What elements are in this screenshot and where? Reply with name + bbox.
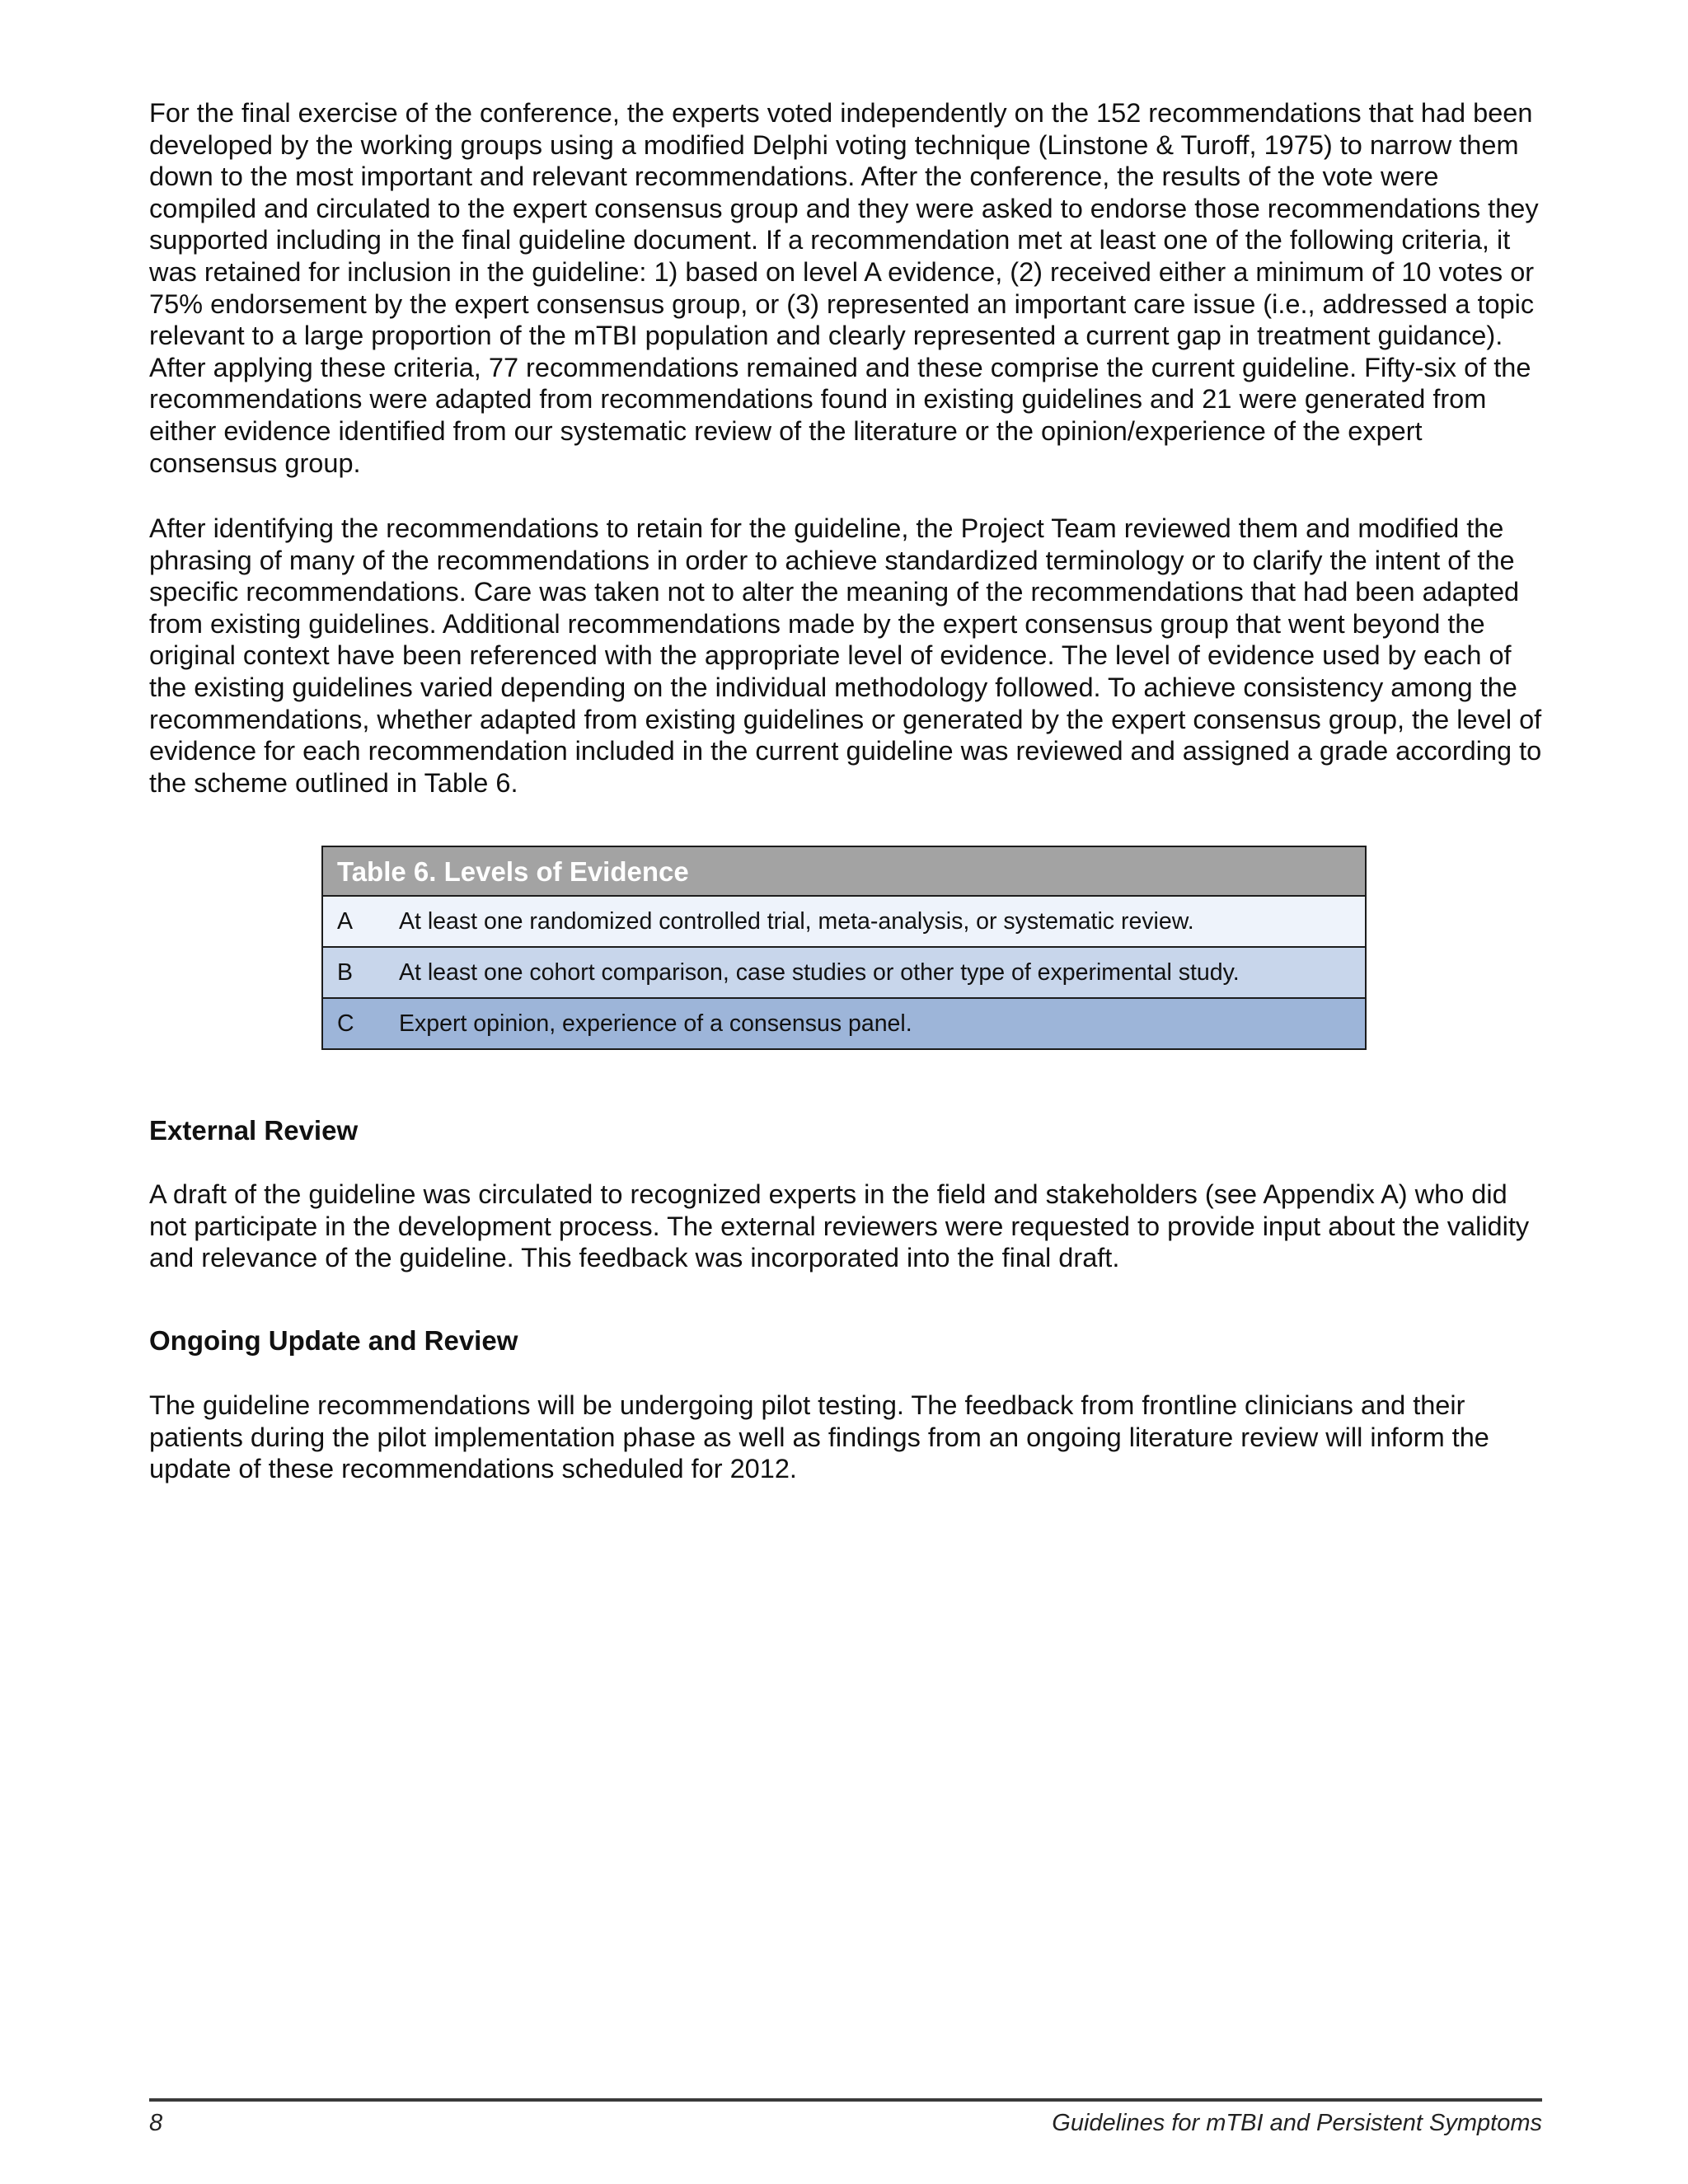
evidence-description: At least one cohort comparison, case studies or other type of experimental study. bbox=[399, 958, 1240, 986]
evidence-level: A bbox=[337, 907, 354, 935]
paragraph-voting-process: For the final exercise of the conference, the experts voted independently on the 152 recommendations that had been developed by the working groups using a modified Delphi voting technique (Linstone & Turoff, 1975) to narrow them down to the most important and relevant recommendations. After the conference, the results of the vote were compiled and circulated to the expert consensus group and they were asked to endorse those recommendations they supported including in the final guideline document. If a recommendation met at least one of the following criteria, it was retained for inclusion in the guideline: 1) based on level A evidence, (2) received either a minimum of 10 votes or 75% endorsement by the expert consensus group, or (3) represented an important care issue (i.e., addressed a topic relevant to a large proportion of the mTBI population and clearly represented a current gap in treatment guidance). After applying these criteria, 77 recommendations remained and these comprise the current guideline. Fifty-six of the recommendations were adapted from recommendations found in existing guidelines and 21 were generated from either evidence identified from our systematic review of the literature or the opinion/experience of the expert consensus group. bbox=[149, 98, 1539, 478]
page-number: 8 bbox=[149, 2110, 163, 2136]
paragraph-ongoing-update: The guideline recommendations will be undergoing pilot testing. The feedback from frontline clinicians and their patients during the pilot implementation phase as well as findings from an ongoing literature review will inform the update of these recommendations scheduled for 2012. bbox=[149, 1390, 1489, 1484]
table-title: Table 6. Levels of Evidence bbox=[323, 847, 1365, 897]
heading-external-review: External Review bbox=[149, 1115, 359, 1146]
table-row bbox=[323, 897, 1365, 948]
table-row bbox=[323, 999, 1365, 1048]
footer-divider bbox=[149, 2098, 1542, 2102]
table-row bbox=[323, 948, 1365, 999]
evidence-description: At least one randomized controlled trial, meta-analysis, or systematic review. bbox=[399, 907, 1194, 935]
levels-of-evidence-table bbox=[321, 846, 1367, 1050]
footer-document-title: Guidelines for mTBI and Persistent Symptoms bbox=[1052, 2110, 1542, 2136]
evidence-level: C bbox=[337, 1010, 354, 1037]
paragraph-evidence-grading: After identifying the recommendations to retain for the guideline, the Project Team reviewed them and modified the phrasing of many of the recommendations in order to achieve standardized terminology or to clarify the intent of the specific recommendations. Care was taken not to alter the meaning of the recommendations that had been adapted from existing guidelines. Additional recommendations made by the expert consensus group that went beyond the original context have been referenced with the appropriate level of evidence. The level of evidence used by each of the existing guidelines varied depending on the individual methodology followed. To achieve consistency among the recommendations, whether adapted from existing guidelines or generated by the expert consensus group, the level of evidence for each recommendation included in the current guideline was reviewed and assigned a grade according to the scheme outlined in Table 6. bbox=[149, 513, 1542, 798]
evidence-description: Expert opinion, experience of a consensus panel. bbox=[399, 1010, 912, 1037]
paragraph-external-review: A draft of the guideline was circulated to recognized experts in the field and stakeholders (see Appendix A) who did not participate in the development process. The external reviewers were requested to provide input about the validity and relevance of the guideline. This feedback was incorporated into the final draft. bbox=[149, 1179, 1530, 1273]
evidence-level: B bbox=[337, 958, 354, 986]
heading-ongoing-update: Ongoing Update and Review bbox=[149, 1325, 518, 1356]
